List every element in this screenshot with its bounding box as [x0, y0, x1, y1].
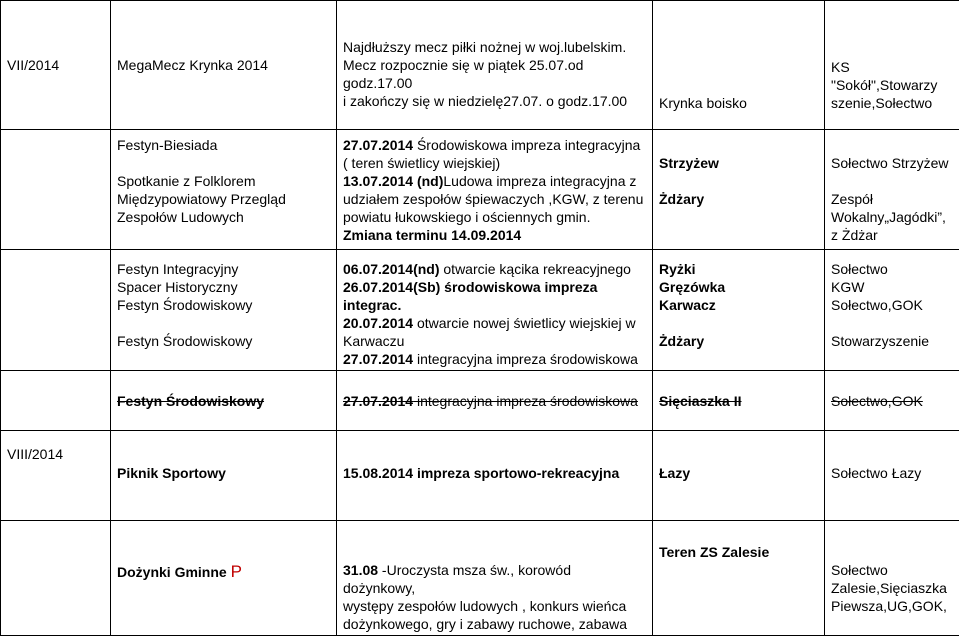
- table-row: [1, 521, 959, 636]
- event-desc-cell: [337, 250, 653, 371]
- organizer-line: Sołectwo,GOK: [831, 296, 953, 314]
- desc-text: ( teren świetlicy wiejskiej): [343, 155, 500, 171]
- event-desc-cell: [337, 431, 653, 521]
- table-row: [1, 130, 959, 250]
- event-desc-cell: [337, 521, 653, 636]
- place-cell: [653, 431, 825, 521]
- event-date: 27.07.2014: [343, 393, 413, 409]
- place-cell: [653, 250, 825, 371]
- event-desc-cell: [337, 130, 653, 250]
- place-name: Sięciaszka II: [659, 393, 742, 409]
- event-desc-cell: [337, 1, 653, 130]
- event-name: Festyn Środowiskowy: [117, 296, 330, 314]
- event-name: Spotkanie z Folklorem: [117, 172, 330, 190]
- organizer-line: Zespół: [831, 190, 953, 208]
- organizer-line: Sołectwo Łazy: [831, 465, 921, 481]
- desc-text: otwarcie nowej świetlicy wiejskiej w: [413, 315, 636, 331]
- event-name-cell: [111, 521, 337, 636]
- event-date: 27.07.2014: [343, 351, 413, 367]
- desc-text: otwarcie kącika rekreacyjnego: [440, 261, 631, 277]
- organizer-cell: [825, 130, 959, 250]
- place-cell: [653, 521, 825, 636]
- event-name: Zespołów Ludowych: [117, 208, 330, 226]
- place-cell: [653, 130, 825, 250]
- table-row: [1, 250, 959, 371]
- event-desc-cell: [337, 371, 653, 431]
- desc-text: powiatu łukowskiego i ościennych gmin.: [343, 209, 590, 225]
- event-name-cell: [111, 250, 337, 371]
- month-cell: [1, 1, 111, 130]
- event-date: Zmiana terminu 14.09.2014: [343, 227, 521, 243]
- event-name: Piknik Sportowy: [117, 465, 226, 481]
- table-row: [1, 431, 959, 521]
- place-cell: [653, 371, 825, 431]
- organizer-line: Sołectwo,GOK: [831, 393, 923, 409]
- organizer-line: Sołectwo Strzyżew: [831, 154, 953, 172]
- desc-text: -Uroczysta msza św., korowód dożynkowy,: [343, 562, 571, 596]
- desc-text: impreza sportowo-rekreacyjna: [413, 465, 619, 481]
- desc-text: Środowiskowa impreza integracyjna: [413, 137, 640, 153]
- place-name: Karwacz: [659, 296, 818, 314]
- event-name: Festyn-Biesiada: [117, 136, 330, 154]
- event-date: 06.07.2014(nd): [343, 261, 440, 277]
- desc-text: integracyjna impreza środowiskowa: [413, 351, 638, 367]
- event-date: 20.07.2014: [343, 315, 413, 331]
- month-label: VIII/2014: [7, 446, 63, 462]
- event-date: 31.08: [343, 562, 378, 578]
- event-name: MegaMecz Krynka 2014: [117, 57, 268, 73]
- event-name-cell: [111, 1, 337, 130]
- month-cell: [1, 521, 111, 636]
- event-date: 13.07.2014 (nd): [343, 173, 443, 189]
- event-name-marker: P: [231, 562, 242, 581]
- desc-text: Ludowa impreza integracyjna z: [443, 173, 636, 189]
- organizer-cell: [825, 250, 959, 371]
- organizer-line: z Żdżar: [831, 226, 953, 244]
- event-name-cell: [111, 130, 337, 250]
- month-cell: [1, 371, 111, 431]
- desc-text: Karwaczu: [343, 333, 404, 349]
- event-name: Festyn Środowiskowy: [117, 393, 264, 409]
- event-name: Spacer Historyczny: [117, 278, 330, 296]
- event-date: 26.07.2014(Sb): [343, 279, 440, 295]
- organizer-line: Sołectwo: [831, 561, 953, 579]
- month-label: VII/2014: [7, 57, 59, 73]
- place-name: Ryżki: [659, 260, 818, 278]
- place-name: Teren ZS Zalesie: [659, 544, 769, 560]
- organizer-line: KS "Sokół",Stowarzy: [831, 58, 953, 94]
- desc-line: Najdłuższy mecz piłki nożnej w woj.lubelskim.: [343, 38, 646, 56]
- place-name: Krynka boisko: [659, 95, 747, 111]
- event-name: Festyn Środowiskowy: [117, 332, 330, 350]
- month-cell: [1, 130, 111, 250]
- organizer-line: KGW: [831, 278, 953, 296]
- place-name: Gręzówka: [659, 278, 818, 296]
- desc-text: środowiskowa impreza integrac.: [343, 279, 597, 313]
- organizer-cell: [825, 371, 959, 431]
- month-cell: [1, 250, 111, 371]
- desc-line: Mecz rozpocznie się w piątek 25.07.od godz.17.00: [343, 56, 646, 92]
- event-date: 27.07.2014: [343, 137, 413, 153]
- event-name-cell: [111, 431, 337, 521]
- organizer-cell: [825, 431, 959, 521]
- table-row: [1, 371, 959, 431]
- place-name: Strzyżew: [659, 154, 818, 172]
- desc-text: udziałem zespołów śpiewaczych ,KGW, z terenu: [343, 191, 643, 207]
- organizer-line: Stowarzyszenie: [831, 332, 953, 350]
- desc-text: występy zespołów ludowych , konkurs wieńca: [343, 598, 626, 614]
- organizer-cell: [825, 1, 959, 130]
- place-cell: [653, 1, 825, 130]
- month-cell: [1, 431, 111, 521]
- event-name: Dożynki Gminne: [117, 564, 227, 580]
- organizer-line: Sołectwo: [831, 260, 953, 278]
- organizer-line: Zalesie,Sięciaszka: [831, 579, 953, 597]
- place-name: Żdżary: [659, 332, 818, 350]
- desc-text: integracyjna impreza środowiskowa: [413, 393, 638, 409]
- organizer-line: Wokalny„Jagódki”,: [831, 208, 953, 226]
- place-name: Żdżary: [659, 190, 818, 208]
- place-name: Łazy: [659, 465, 690, 481]
- event-name-cell: [111, 371, 337, 431]
- event-name: Międzypowiatowy Przegląd: [117, 190, 330, 208]
- event-name: Festyn Integracyjny: [117, 260, 330, 278]
- organizer-cell: [825, 521, 959, 636]
- organizer-line: Piewsza,UG,GOK,: [831, 597, 953, 615]
- organizer-line: szenie,Sołectwo: [831, 94, 953, 112]
- desc-text: dożynkowego, gry i zabawy ruchowe, zabawa: [343, 616, 627, 632]
- table-row: [1, 1, 959, 130]
- desc-line: i zakończy się w niedzielę27.07. o godz.17.00: [343, 92, 646, 110]
- event-date: 15.08.2014: [343, 465, 413, 481]
